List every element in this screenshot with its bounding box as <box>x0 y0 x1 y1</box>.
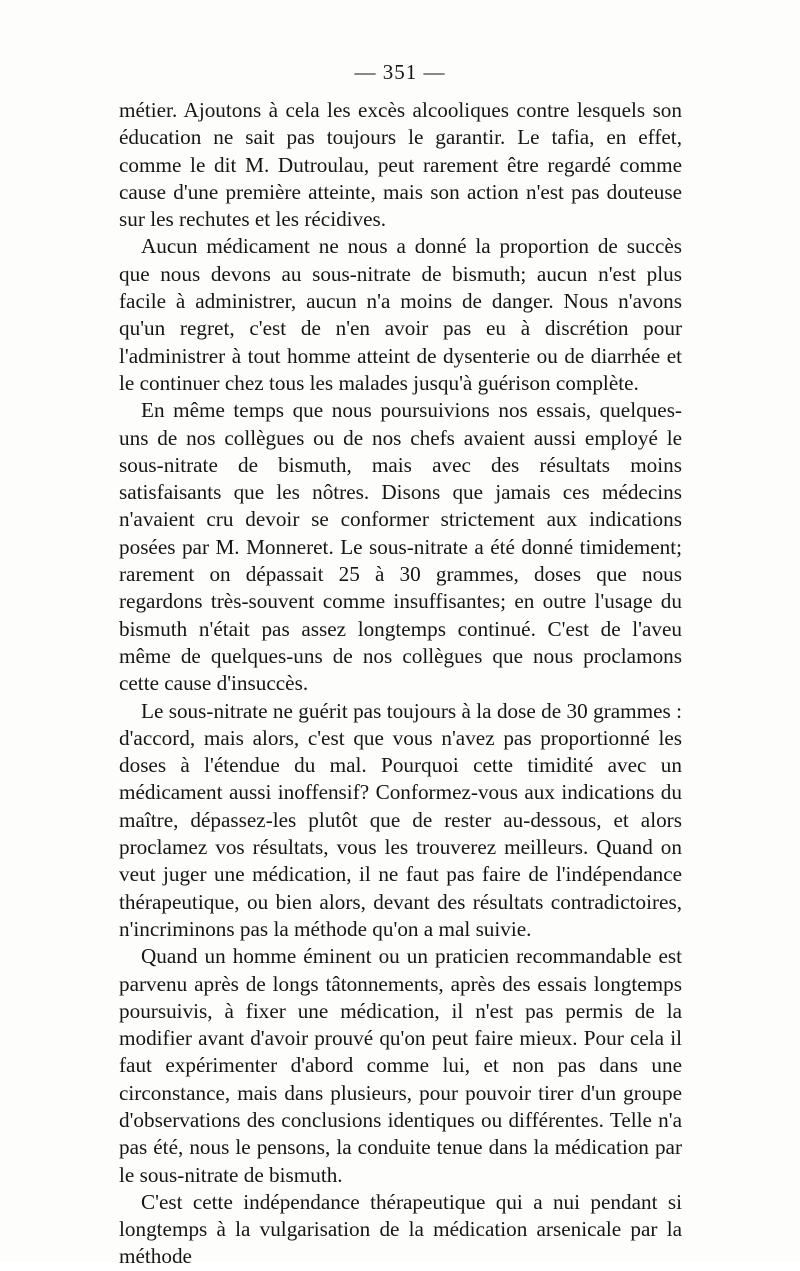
page-number: — 351 — <box>354 60 446 84</box>
paragraph-5: Quand un homme éminent ou un praticien recommandable est parvenu après de longs tâtonnements, après des essais longtemps poursuivis, à fixer une médication, il n'est pas permis de la modifier avant d'avoir prouvé qu'on peut faire mieux. Pour cela il faut expérimenter d'abord comme lui, et non pas dans une circonstance, mais dans plusieurs, pour pouvoir tirer d'un groupe d'observations des conclusions identiques ou différentes. Telle n'a pas été, nous le pensons, la conduite tenue dans la médication par le sous-nitrate de bismuth. <box>119 944 682 1187</box>
page-body-text <box>119 97 682 1271</box>
paragraph-4: Le sous-nitrate ne guérit pas toujours à la dose de 30 grammes : d'accord, mais alors, c'est que vous n'avez pas proportionné les doses à l'étendue du mal. Pourquoi cette timidité avec un médicament aussi inoffensif? Conformez-vous aux indications du maître, dépassez-les plutôt que de rester au-dessous, et alors proclamez vos résultats, vous les trouverez meilleurs. Quand on veut juger une médication, il ne faut pas faire de l'indépendance thérapeutique, ou bien alors, devant des résultats contradictoires, n'incriminons pas la méthode qu'on a mal suivie. <box>119 698 682 941</box>
paragraph-3: En même temps que nous poursuivions nos essais, quelques-uns de nos collègues ou de nos chefs avaient aussi employé le sous-nitrate de bismuth, mais avec des résultats moins satisfaisants que les nôtres. Disons que jamais ces médecins n'avaient cru devoir se conformer strictement aux indications posées par M. Monneret. Le sous-nitrate a été donné timidement; rarement on dépassait 25 à 30 grammes, doses que nous regardons très-souvent comme insuffisantes; en outre l'usage du bismuth n'était pas assez longtemps continué. C'est de l'aveu même de quelques-uns de nos collègues que nous proclamons cette cause d'insuccès. <box>119 398 682 696</box>
paragraph-6: C'est cette indépendance thérapeutique qui a nui pendant si longtemps à la vulgarisation de la médication arsenicale par la méthode <box>119 1189 682 1269</box>
paragraph-1: métier. Ajoutons à cela les excès alcooliques contre lesquels son éducation ne sait pas toujours le garantir. Le tafia, en effet, comme le dit M. Dutroulau, peut rarement être regardé comme cause d'une première atteinte, mais son action n'est pas douteuse sur les rechutes et les récidives. <box>119 98 682 232</box>
paragraph-2: Aucun médicament ne nous a donné la proportion de succès que nous devons au sous-nitrate de bismuth; aucun n'est plus facile à administrer, aucun n'a moins de danger. Nous n'avons qu'un regret, c'est de n'en avoir pas eu à discrétion pour l'administrer à tout homme atteint de dysenterie ou de diarrhée et le continuer chez tous les malades jusqu'à guérison complète. <box>119 234 682 395</box>
